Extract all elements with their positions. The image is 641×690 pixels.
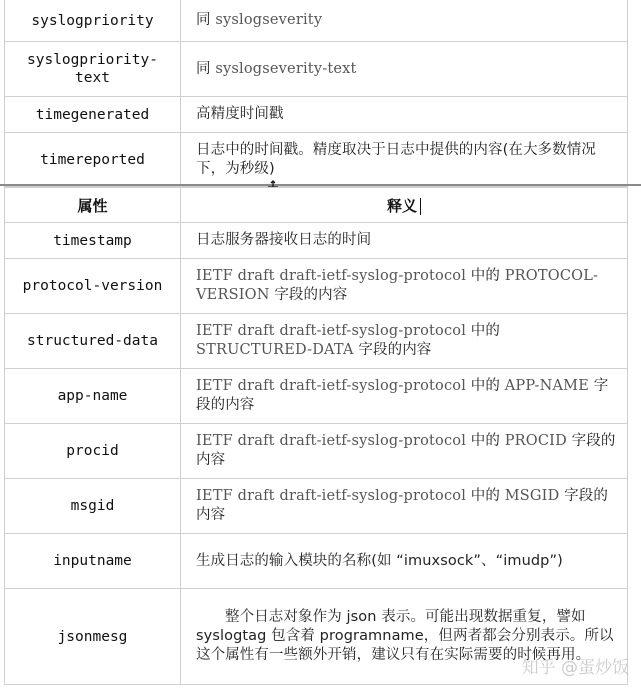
header-description[interactable]: 释义 bbox=[181, 188, 628, 223]
page-break-divider bbox=[0, 184, 641, 186]
table-row bbox=[5, 97, 628, 133]
properties-table-top bbox=[4, 0, 628, 187]
text-cursor bbox=[420, 198, 421, 215]
property-desc: 同 syslogseverity-text bbox=[181, 42, 628, 97]
property-desc: IETF draft draft-ietf-syslog-protocol 中的 MSGID 字段的内容 bbox=[181, 479, 628, 534]
property-name: app-name bbox=[5, 369, 181, 424]
property-name: msgid bbox=[5, 479, 181, 534]
property-name: syslogpriority bbox=[5, 0, 181, 42]
property-name: procid bbox=[5, 424, 181, 479]
watermark: 知乎 @蛋炒饭 bbox=[521, 658, 629, 678]
property-desc: IETF draft draft-ietf-syslog-protocol 中的 STRUCTURED-DATA 字段的内容 bbox=[181, 314, 628, 369]
table-row bbox=[5, 369, 628, 424]
property-name: structured-data bbox=[5, 314, 181, 369]
property-desc: IETF draft draft-ietf-syslog-protocol 中的 APP-NAME 字段的内容 bbox=[181, 369, 628, 424]
property-desc: 同 syslogseverity bbox=[181, 0, 628, 42]
property-name: inputname bbox=[5, 534, 181, 589]
property-name: timegenerated bbox=[5, 97, 181, 133]
table-row bbox=[5, 479, 628, 534]
table-row bbox=[5, 314, 628, 369]
property-desc: IETF draft draft-ietf-syslog-protocol 中的 PROCID 字段的内容 bbox=[181, 424, 628, 479]
property-name: jsonmesg bbox=[5, 589, 181, 685]
property-desc: 日志中的时间戳。精度取决于日志中提供的内容(在大多数情况下，为秒级) bbox=[181, 133, 628, 187]
property-name: protocol-version bbox=[5, 259, 181, 314]
properties-table bbox=[4, 187, 628, 685]
property-desc: 高精度时间戳 bbox=[181, 97, 628, 133]
table-row bbox=[5, 424, 628, 479]
table-row bbox=[5, 133, 628, 187]
property-name: timereported bbox=[5, 133, 181, 187]
property-desc: 整个日志对象作为 json 表示。可能出现数据重复，譬如 syslogtag 包含着 programname，但两者都会分别表示。所以这个属性有一些额外开销，建议只有在实际需要的时候再用。 bbox=[181, 589, 628, 685]
property-name: timestamp bbox=[5, 223, 181, 259]
table-row bbox=[5, 0, 628, 42]
property-desc: IETF draft draft-ietf-syslog-protocol 中的 PROTOCOL-VERSION 字段的内容 bbox=[181, 259, 628, 314]
table-row bbox=[5, 42, 628, 97]
property-desc: 日志服务器接收日志的时间 bbox=[181, 223, 628, 259]
table-row bbox=[5, 259, 628, 314]
property-desc: 生成日志的输入模块的名称(如 “imuxsock”、“imudp”) bbox=[181, 534, 628, 589]
table-row bbox=[5, 223, 628, 259]
table-header-row bbox=[5, 188, 628, 223]
header-attribute: 属性 bbox=[5, 188, 181, 223]
property-name: syslogpriority- text bbox=[5, 42, 181, 97]
table-row bbox=[5, 534, 628, 589]
